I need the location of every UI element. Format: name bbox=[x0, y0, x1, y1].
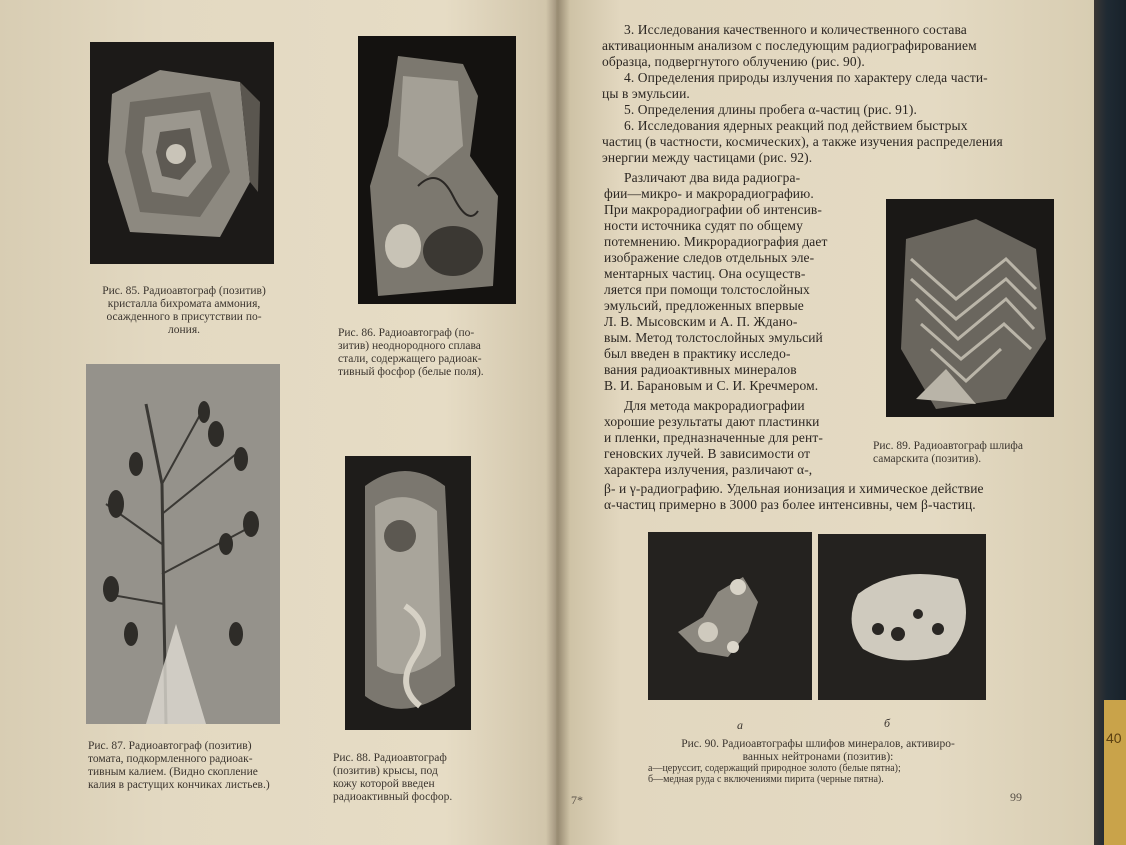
text-line: Л. В. Мысовским и А. П. Ждано- bbox=[604, 314, 798, 329]
text-line: Различают два вида радиогра- bbox=[624, 170, 801, 185]
ruler-mark: 40 bbox=[1106, 730, 1122, 746]
text-line: энергии между частицами (рис. 92). bbox=[602, 150, 813, 165]
text-line: образца, подвергнутого облучению (рис. 90). bbox=[602, 54, 865, 69]
text-line: цы в эмульсии. bbox=[602, 86, 690, 101]
text-line: активационным анализом с последующим радиографированием bbox=[602, 38, 977, 53]
text-line: изображение следов отдельных эле- bbox=[604, 250, 815, 265]
text-line: ментарных частиц. Она осуществ- bbox=[604, 266, 806, 281]
figure-88-caption: Рис. 88. Радиоавтограф (позитив) крысы, под кожу которой введен радиоактивный фосфор. bbox=[333, 752, 453, 803]
figure-88-photo bbox=[345, 456, 471, 730]
figure-87-caption: Рис. 87. Радиоавтограф (позитив) томата, подкормленного радиоак- тивным калием. (Видно скопление калия в растущих кончиках листьев.) bbox=[88, 740, 270, 791]
text-line: хорошие результаты дают пластинки bbox=[604, 414, 820, 429]
figure-89-photo bbox=[886, 199, 1054, 417]
figure-85-caption: Рис. 85. Радиоавтограф (позитив) кристалла бихромата аммония, осажденного в присутствии по- лония. bbox=[102, 285, 266, 336]
figure-90a-label: а bbox=[737, 718, 743, 732]
text-line: фии—микро- и макрорадиографию. bbox=[604, 186, 814, 201]
figure-86-caption: Рис. 86. Радиоавтограф (по- зитив) неоднородного сплава стали, содержащего радиоак- тивный фосфор (белые поля). bbox=[338, 327, 484, 378]
text-line: β- и γ-радиографию. Удельная ионизация и химическое действие bbox=[604, 481, 984, 496]
figure-85-photo bbox=[90, 42, 274, 264]
text-line: потемнению. Микрорадиография дает bbox=[604, 234, 828, 249]
right-page-number: 99 bbox=[1010, 790, 1022, 804]
text-line: геновских лучей. В зависимости от bbox=[604, 446, 811, 461]
figure-90b-photo bbox=[818, 534, 986, 700]
text-line: вым. Метод толстослойных эмульсий bbox=[604, 330, 823, 345]
text-line: В. И. Барановым и С. И. Кречмером. bbox=[604, 378, 819, 393]
figure-90-caption: Рис. 90. Радиоавтографы шлифов минералов, активиро- ванных нейтронами (позитив): bbox=[681, 738, 955, 763]
text-line: и пленки, предназначенные для рент- bbox=[604, 430, 823, 445]
text-line: 5. Определения длины пробега α-частиц (рис. 91). bbox=[624, 102, 917, 117]
text-line: эмульсий, предложенных впервые bbox=[604, 298, 804, 313]
book-gutter bbox=[546, 0, 570, 845]
text-line: характера излучения, различают α-, bbox=[604, 462, 813, 477]
figure-90-note: а—церуссит, содержащий природное золото (белые пятна); б—медная руда с включениями пирита (черные пятна). bbox=[648, 763, 901, 785]
ruler bbox=[1104, 700, 1126, 845]
text-line: При макрорадиографии об интенсив- bbox=[604, 202, 822, 217]
figure-87-photo bbox=[86, 364, 280, 724]
left-page-footer: 7* bbox=[571, 793, 583, 807]
figure-89-caption: Рис. 89. Радиоавтограф шлифа самарскита (позитив). bbox=[873, 440, 1023, 465]
figure-90a-photo bbox=[648, 532, 812, 700]
text-line: ляется при помощи толстослойных bbox=[604, 282, 810, 297]
figure-90b-label: б bbox=[884, 716, 891, 730]
figure-86-photo bbox=[358, 36, 516, 304]
text-line: вания радиоактивных минералов bbox=[604, 362, 797, 377]
text-line: 3. Исследования качественного и количественного состава bbox=[624, 22, 967, 37]
text-line: 4. Определения природы излучения по характеру следа части- bbox=[624, 70, 988, 85]
text-line: Для метода макрорадиографии bbox=[624, 398, 805, 413]
text-line: 6. Исследования ядерных реакций под действием быстрых bbox=[624, 118, 968, 133]
text-line: частиц (в частности, космических), а также изучения распределения bbox=[602, 134, 1003, 149]
text-line: ности источника судят по общему bbox=[604, 218, 803, 233]
text-line: α-частиц примерно в 3000 раз более интенсивны, чем β-частиц. bbox=[604, 497, 976, 512]
text-line: был введен в практику исследо- bbox=[604, 346, 791, 361]
